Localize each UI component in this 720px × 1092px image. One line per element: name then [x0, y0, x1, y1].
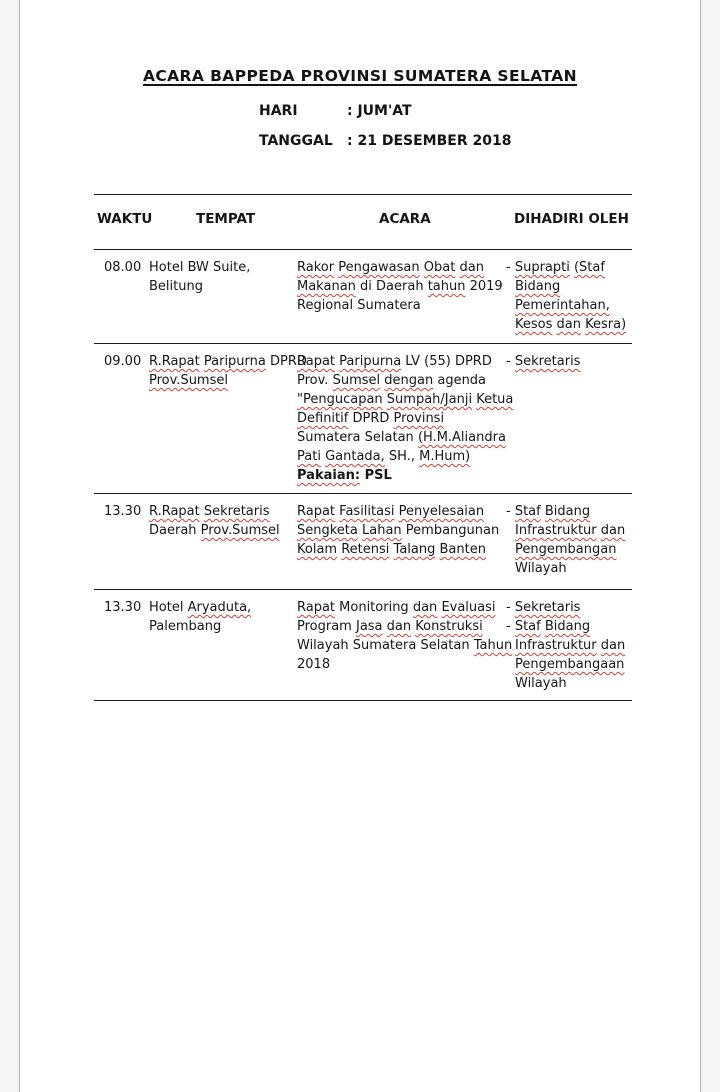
spellcheck-word: Ketua: [476, 392, 514, 407]
spellcheck-word: Talang: [393, 542, 436, 557]
spellcheck-word: dan: [556, 317, 581, 332]
spellcheck-word: Pengembangaan: [515, 657, 625, 672]
spellcheck-word: Rapat: [297, 354, 336, 369]
text-run: PSL: [360, 468, 392, 483]
spellcheck-word: dengan: [384, 373, 434, 388]
cell-waktu: 08.00: [104, 260, 142, 275]
text-run: Belitung: [149, 279, 203, 294]
spellcheck-word: Infrastruktur: [515, 638, 597, 653]
spellcheck-word: Rapat: [297, 600, 336, 615]
spellcheck-word: dan: [600, 638, 626, 653]
table-row: [94, 590, 632, 701]
text-run: Regional Sumatera: [297, 298, 421, 313]
spellcheck-word: Penyelesaian: [398, 504, 485, 519]
attendee-item: [506, 598, 632, 617]
spellcheck-word: Makanan: [297, 279, 356, 294]
text-run: LV (55) DPRD: [401, 354, 492, 369]
spellcheck-word: (Staf: [573, 260, 605, 275]
spellcheck-word: Pakaian:: [297, 468, 361, 483]
cell-waktu: 09.00: [104, 354, 142, 369]
spellcheck-word: Aryaduta,: [187, 600, 252, 615]
column-header-dihadiri-oleh: DIHADIRI OLEH: [514, 211, 629, 227]
cell-acara: [297, 598, 513, 700]
spellcheck-word: Kesra): [585, 317, 627, 332]
text-run: SH.,: [384, 449, 420, 464]
text-run: DPRD: [348, 411, 394, 426]
cell-dihadiri-oleh: [506, 502, 632, 589]
column-header-waktu: WAKTU: [97, 211, 153, 227]
spellcheck-word: Staf: [514, 619, 541, 634]
spellcheck-word: Paripurna: [203, 354, 266, 369]
spellcheck-word: Suprapti: [514, 260, 570, 275]
spellcheck-word: dan: [412, 600, 438, 615]
text-run: Daerah: [149, 523, 201, 538]
spellcheck-word: Jasa: [355, 619, 383, 634]
spellcheck-word: Bidang: [544, 619, 591, 634]
spellcheck-word: Obat: [423, 260, 456, 275]
table-body: [94, 250, 632, 701]
spellcheck-word: Sengketa: [297, 523, 358, 538]
text-run: -: [506, 619, 515, 634]
table-row: [94, 344, 632, 494]
cell-tempat: [149, 352, 307, 493]
text-run: Monitoring: [335, 600, 413, 615]
text-run: di Daerah: [355, 279, 428, 294]
text-run: Palembang: [149, 619, 222, 634]
attendee-item: [506, 617, 632, 693]
text-run: -: [506, 354, 515, 369]
spellcheck-word: Banten: [439, 542, 486, 557]
meta-value: : 21 DESEMBER 2018: [347, 133, 512, 149]
spellcheck-word: Pemerintahan,: [515, 298, 610, 313]
cell-waktu: 13.30: [104, 600, 142, 615]
spellcheck-word: Konstruksi: [415, 619, 483, 634]
spellcheck-word: (H.M.Aliandra: [417, 430, 506, 445]
text-run: Hotel BW Suite,: [149, 260, 251, 275]
cell-acara: [297, 258, 506, 343]
text-run: Prov.: [297, 373, 333, 388]
spellcheck-word: Rapat: [297, 504, 336, 519]
spellcheck-word: Kolam: [297, 542, 338, 557]
text-run: -: [506, 504, 515, 519]
attendee-item: [506, 502, 632, 578]
spellcheck-word: Provinsi: [393, 411, 445, 426]
text-run: -: [506, 600, 515, 615]
cell-dihadiri-oleh: [506, 598, 632, 700]
cell-tempat: [149, 502, 297, 589]
spellcheck-word: Prov.Sumsel: [149, 373, 228, 388]
text-run: Sumatera Selatan: [297, 430, 418, 445]
spellcheck-word: R.Rapat: [149, 354, 200, 369]
spellcheck-word: Pengembangan: [515, 542, 617, 557]
text-run: Program: [297, 619, 356, 634]
cell-tempat: [149, 598, 297, 700]
spellcheck-word: tahun: [427, 279, 466, 294]
meta-block: [259, 103, 511, 163]
cell-acara: [297, 352, 514, 493]
meta-value: : JUM'AT: [347, 103, 412, 119]
spellcheck-word: M.Hum): [419, 449, 471, 464]
spellcheck-word: Pengawasan: [338, 260, 420, 275]
column-header-acara: ACARA: [379, 211, 431, 227]
spellcheck-word: Fasilitasi: [339, 504, 395, 519]
text-run: agenda: [433, 373, 487, 388]
attendee-item: [506, 258, 632, 334]
document-page: [19, 0, 701, 1092]
spellcheck-word: Definitif: [297, 411, 349, 426]
meta-row: [259, 103, 511, 133]
spellcheck-word: Evaluasi: [441, 600, 496, 615]
spellcheck-word: Sekretaris: [514, 600, 581, 615]
text-run: Pembangunan: [401, 523, 500, 538]
spellcheck-word: Bidang: [544, 504, 591, 519]
attendee-item: [506, 352, 632, 371]
spellcheck-word: Retensi: [341, 542, 390, 557]
cell-waktu: 13.30: [104, 504, 142, 519]
spellcheck-word: Prov.Sumsel: [200, 523, 280, 538]
spellcheck-word: Sekretaris: [514, 354, 581, 369]
cell-acara: [297, 502, 506, 589]
table-header-row: [94, 194, 632, 250]
text-run: -: [506, 260, 515, 275]
cell-dihadiri-oleh: [506, 352, 632, 493]
spellcheck-word: Infrastruktur: [515, 523, 597, 538]
spellcheck-word: dan: [459, 260, 484, 275]
document-title: ACARA BAPPEDA PROVINSI SUMATERA SELATAN: [142, 67, 577, 85]
text-run: Hotel: [149, 600, 188, 615]
spellcheck-word: Bidang: [515, 279, 561, 294]
text-run: DPRD: [265, 354, 307, 369]
meta-row: [259, 133, 511, 163]
meta-label: HARI: [259, 103, 298, 119]
text-run: 2018: [297, 657, 331, 672]
spellcheck-word: Sekretaris: [203, 504, 270, 519]
table-row: [94, 250, 632, 344]
text-run: Wilayah: [515, 676, 567, 691]
spellcheck-word: dan: [386, 619, 412, 634]
spellcheck-word: Gantada,: [325, 449, 385, 464]
text-run: 2019: [465, 279, 503, 294]
schedule-table: [94, 194, 632, 701]
spellcheck-word: Tahun: [473, 638, 513, 653]
meta-label: TANGGAL: [259, 133, 333, 149]
spellcheck-word: dan: [600, 523, 626, 538]
spellcheck-word: Lahan: [362, 523, 402, 538]
spellcheck-word: Sumpah/Janji: [386, 392, 473, 407]
cell-dihadiri-oleh: [506, 258, 632, 343]
spellcheck-word: Staf: [514, 504, 541, 519]
spellcheck-word: "Pengucapan: [297, 392, 383, 407]
spellcheck-word: Paripurna: [339, 354, 402, 369]
spellcheck-word: R.Rapat: [149, 504, 200, 519]
spellcheck-word: Rakor: [297, 260, 335, 275]
column-header-tempat: TEMPAT: [196, 211, 256, 227]
text-run: Wilayah Sumatera Selatan: [297, 638, 474, 653]
cell-tempat: [149, 258, 297, 343]
spellcheck-word: Pati: [297, 449, 321, 464]
spellcheck-word: Kesos: [515, 317, 553, 332]
spellcheck-word: Sumsel: [332, 373, 381, 388]
table-row: [94, 494, 632, 590]
text-run: Wilayah: [515, 561, 567, 576]
